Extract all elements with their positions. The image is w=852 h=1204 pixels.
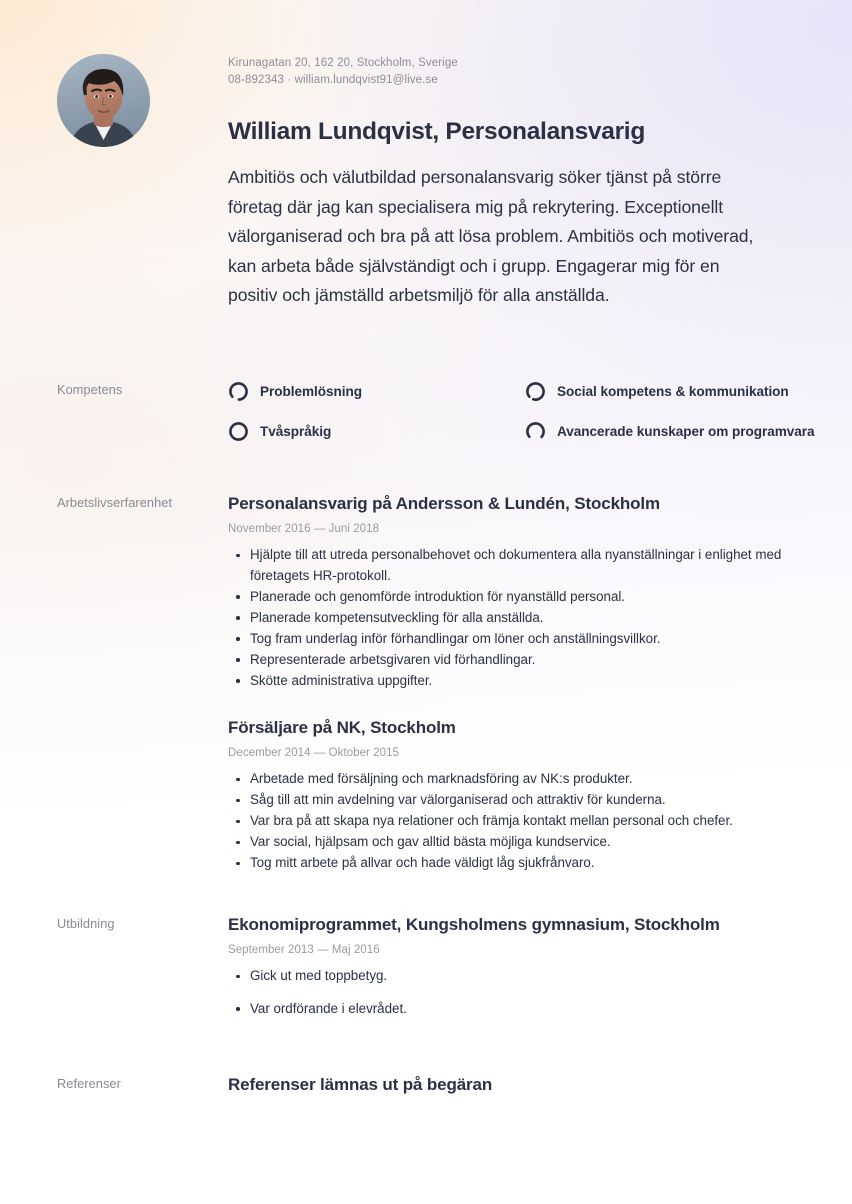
experience-body [228,494,828,874]
bullet-item: Var bra på att skapa nya relationer och främja kontakt mellan personal och chefer. [250,811,828,832]
bullet-item: Planerade och genomförde introduktion för nyanställd personal. [250,587,828,608]
references-text: Referenser lämnas ut på begäran [228,1075,493,1094]
skill-label: Avancerade kunskaper om programvara [557,424,815,439]
job-bullets [228,545,828,691]
skill-item [525,381,789,402]
progress-ring-icon [525,381,546,402]
education-date: September 2013 — Maj 2016 [228,944,380,956]
job-date: December 2014 — Oktober 2015 [228,747,400,759]
job-title: Personalansvarig på Andersson & Lundén, Stockholm [228,494,660,513]
progress-ring-icon [525,421,546,442]
skill-item [525,421,815,442]
bullet-item: Gick ut med toppbetyg. [250,966,828,987]
skill-item [228,381,362,402]
education-body [228,915,828,1031]
skill-item [228,421,331,442]
bullet-item: Såg till att min avdelning var välorganiserad och attraktiv för kunderna. [250,790,828,811]
experience-entry [228,718,828,874]
skill-label: Social kompetens & kommunikation [557,384,789,399]
contact-block [228,55,748,89]
bullet-item: Planerade kompetensutveckling för alla anställda. [250,608,828,629]
bullet-item: Representerade arbetsgivaren vid förhandlingar. [250,650,828,671]
experience-entry [228,494,828,691]
section-label-skills: Kompetens [57,382,123,397]
progress-ring-icon [228,421,249,442]
phone-email-line: 08-892343 · william.lundqvist91@live.se [228,74,438,86]
bullet-item: Hjälpte till att utreda personalbehovet och dokumentera alla nyanställningar i enlighet med företagets HR-protokoll. [250,545,828,586]
bullet-item: Arbetade med försäljning och marknadsföring av NK:s produkter. [250,769,828,790]
avatar [57,54,150,147]
bullet-item: Tog fram underlag inför förhandlingar om löner och anställningsvillkor. [250,629,828,650]
address-line: Kirunagatan 20, 162 20, Stockholm, Sverige [228,57,458,69]
section-label-references: Referenser [57,1076,121,1091]
education-title: Ekonomiprogrammet, Kungsholmens gymnasium, Stockholm [228,915,720,934]
skill-label: Tvåspråkig [260,424,332,439]
bullet-item: Var social, hjälpsam och gav alltid bästa möjliga kundservice. [250,832,828,853]
job-date: November 2016 — Juni 2018 [228,523,380,535]
section-label-experience: Arbetslivserfarenhet [57,495,173,510]
references-body [228,1075,828,1095]
job-title: Försäljare på NK, Stockholm [228,718,456,737]
bullet-item: Tog mitt arbete på allvar och hade väldigt låg sjukfrånvaro. [250,853,828,874]
education-entry [228,915,828,1019]
section-label-education: Utbildning [57,916,115,931]
progress-ring-icon [228,381,249,402]
job-bullets [228,769,828,874]
education-bullets [228,966,828,1019]
bullet-item: Skötte administrativa uppgifter. [250,671,828,692]
bullet-item: Var ordförande i elevrådet. [250,999,828,1020]
page-title: William Lundqvist, Personalansvarig [228,118,645,145]
profile-summary: Ambitiös och välutbildad personalansvarig söker tjänst på större företag där jag kan specialisera mig på rekrytering. Exceptionellt välorganiserad och bra på att lösa problem. Ambitiös och motiverad, kan arbeta både självständigt och i grupp. Engagerar mig för en positiv och jämställd arbetsmiljö för alla anställda. [228,167,754,305]
skill-label: Problemlösning [260,384,362,399]
